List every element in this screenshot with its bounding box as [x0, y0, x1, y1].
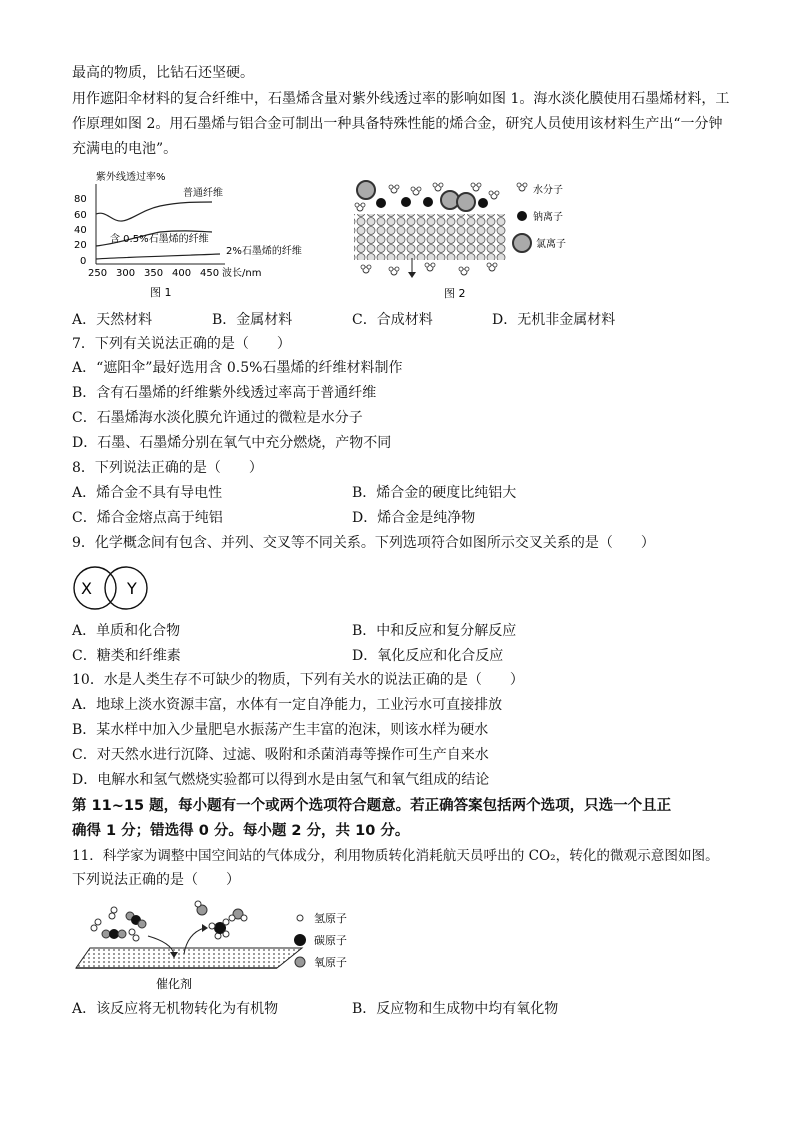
- q8-option-b[interactable]: B．烯合金的硬度比纯铝大: [352, 485, 517, 501]
- fig2-legend-cl: 氯离子: [536, 239, 566, 250]
- q6-option-a[interactable]: A．天然材料: [72, 312, 153, 328]
- fig2-legend-water: 水分子: [533, 185, 563, 196]
- fig1-label-0.5pct: 含 0.5%石墨烯的纤维: [110, 234, 209, 245]
- q9-option-a[interactable]: A．单质和化合物: [72, 623, 181, 639]
- q11-option-a[interactable]: A．该反应将无机物转化为有机物: [72, 1001, 279, 1017]
- fig2-caption: 图 2: [444, 287, 466, 300]
- fig1-xtick: 400: [172, 268, 192, 279]
- fig1-xtick: 250: [88, 268, 108, 279]
- q11-reaction-diagram: [72, 896, 372, 992]
- q9-option-b[interactable]: B．中和反应和复分解反应: [352, 623, 517, 639]
- q9-venn-diagram: [70, 562, 160, 612]
- q11-legend-o: 氧原子: [314, 956, 347, 969]
- fig1-ytick: 80: [74, 194, 87, 205]
- q11-stem-line-2: 下列说法正确的是（ ）: [72, 872, 240, 888]
- section-instruction-line-2: 确得 1 分；错选得 0 分。每小题 2 分，共 10 分。: [72, 823, 410, 839]
- figure-2-diagram: [346, 172, 586, 302]
- fig1-xtick: 300: [116, 268, 136, 279]
- q6-option-c[interactable]: C．合成材料: [352, 312, 433, 328]
- intro-line-4: 充满电的电池”。: [72, 141, 178, 157]
- q7-option-d[interactable]: D．石墨、石墨烯分别在氧气中充分燃烧，产物不同: [72, 435, 392, 451]
- fig1-ytick: 40: [74, 225, 87, 236]
- q11-stem-line-1: 11．科学家为调整中国空间站的气体成分，利用物质转化消耗航天员呼出的 CO₂，转化的微观示意图如图。: [72, 848, 719, 864]
- fig1-xtick: 350: [144, 268, 164, 279]
- q10-option-d[interactable]: D．电解水和氢气燃烧实验都可以得到水是由氢气和氧气组成的结论: [72, 772, 490, 788]
- fig1-ytick: 20: [74, 240, 87, 251]
- q9-stem: 9．化学概念间有包含、并列、交叉等不同关系。下列选项符合如图所示交叉关系的是（ ）: [72, 535, 655, 551]
- intro-line-2: 用作遮阳伞材料的复合纤维中，石墨烯含量对紫外线透过率的影响如图 1。海水淡化膜使用石墨烯材料，工: [72, 91, 730, 107]
- q8-option-d[interactable]: D．烯合金是纯净物: [352, 510, 476, 526]
- fig1-xtick: 450: [200, 268, 220, 279]
- fig1-label-normal: 普通纤维: [183, 188, 223, 199]
- q11-option-b[interactable]: B．反应物和生成物中均有氧化物: [352, 1001, 559, 1017]
- q6-option-d[interactable]: D．无机非金属材料: [492, 312, 616, 328]
- q8-option-c[interactable]: C．烯合金熔点高于纯铝: [72, 510, 223, 526]
- fig1-ytick: 60: [74, 210, 87, 221]
- fig1-series-2pct: [96, 254, 220, 259]
- q8-stem: 8．下列说法正确的是（ ）: [72, 460, 263, 476]
- q7-option-a[interactable]: A．“遮阳伞”最好选用含 0.5%石墨烯的纤维材料制作: [72, 360, 403, 376]
- q8-option-a[interactable]: A．烯合金不具有导电性: [72, 485, 223, 501]
- q10-option-a[interactable]: A．地球上淡水资源丰富，水体有一定自净能力，工业污水可直接排放: [72, 697, 503, 713]
- q10-option-c[interactable]: C．对天然水进行沉降、过滤、吸附和杀菌消毒等操作可生产自来水: [72, 747, 489, 763]
- fig1-xlabel: 波长/nm: [222, 268, 262, 279]
- fig1-label-2pct: 2%石墨烯的纤维: [226, 246, 302, 257]
- q10-stem: 10．水是人类生存不可缺少的物质，下列有关水的说法正确的是（ ）: [72, 672, 524, 688]
- q9-option-d[interactable]: D．氧化反应和化合反应: [352, 648, 504, 664]
- intro-line-3: 作原理如图 2。用石墨烯与铝合金可制出一种具备特殊性能的烯合金，研究人员使用该材料生产出“一分钟: [72, 116, 723, 132]
- section-instruction-line-1: 第 11~15 题，每小题有一个或两个选项符合题意。若正确答案包括两个选项，只选一个且正: [72, 798, 672, 814]
- venn-y-label: Y: [127, 579, 137, 598]
- fig1-ylabel: 紫外线透过率%: [96, 172, 166, 183]
- catalyst-label: 催化剂: [156, 977, 193, 991]
- q7-option-b[interactable]: B．含有石墨烯的纤维紫外线透过率高于普通纤维: [72, 385, 377, 401]
- q10-option-b[interactable]: B．某水样中加入少量肥皂水振荡产生丰富的泡沫，则该水样为硬水: [72, 722, 489, 738]
- q11-legend-h: 氢原子: [314, 912, 347, 925]
- q7-option-c[interactable]: C．石墨烯海水淡化膜允许通过的微粒是水分子: [72, 410, 363, 426]
- q11-legend-c: 碳原子: [314, 934, 347, 947]
- fig1-ytick: 0: [80, 256, 87, 267]
- figure-1-chart: [70, 166, 330, 302]
- q7-stem: 7．下列有关说法正确的是（ ）: [72, 336, 291, 352]
- q6-option-b[interactable]: B．金属材料: [212, 312, 293, 328]
- fig1-caption: 图 1: [150, 286, 172, 299]
- fig1-series-normal: [96, 202, 212, 221]
- intro-line-1: 最高的物质，比钻石还坚硬。: [72, 65, 254, 81]
- venn-x-label: X: [81, 579, 92, 598]
- q9-option-c[interactable]: C．糖类和纤维素: [72, 648, 181, 664]
- fig2-legend-na: 钠离子: [533, 212, 563, 223]
